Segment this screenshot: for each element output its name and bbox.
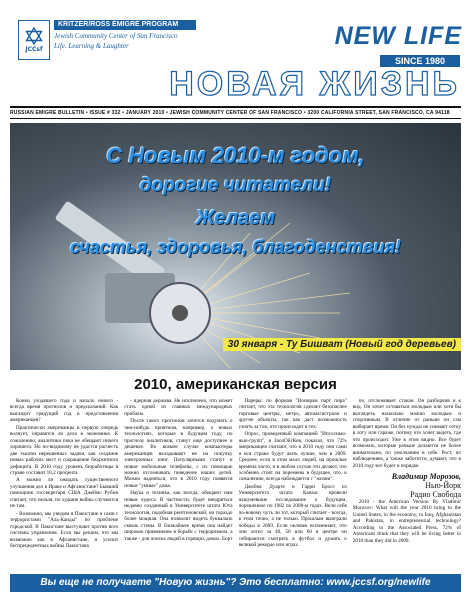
top-rule <box>10 106 461 108</box>
photo-caption: 30 января - Ту Бишват (Новый год деревьев) <box>223 338 461 351</box>
logo-text: JCCsf <box>25 46 43 53</box>
paragraph: Джеймс Дуарте и Гарри Бросс из Университета штата Канзас провели нашумевшие исследование о будущем, порешенное по 1982 по 2008-м годах. Вели себя по-новому чуть ли тот, который считает - всегда, в этом точно, а не только. Прошлым выиграли победы в 2009. Если человек вспоминает, что они хотел за 40, 50 или 60 в центре он собираются смотреть в футбол и думать о великой рекорде или играх. <box>238 483 347 548</box>
article-columns <box>10 398 461 568</box>
paragraph: - ядерная держава. Не исключено, что может стать одной из главных международных проблем. <box>124 398 233 417</box>
signature-source: Радио Свобода <box>410 489 461 499</box>
paragraph: После таких прогнозов хочется подумать о чем-нибудь приятном, например, о новых технологиях, которые в будущем году, по прогнозу аналитиков, станут еще доступнее и дешевле. Во всяком случае компьютеры американцев вкладывают не на покупку электронных книг. Популярными станут и новые мобильные телефоны, с их помощью можно отслеживать поведение наших детей. Можно надеяться, что в 2010 году появятся новые "умные" дома. <box>124 418 233 489</box>
greeting-line-3: Желаем <box>195 207 276 229</box>
title-english: NEW LIFE <box>334 22 462 50</box>
title-russian: НОВАЯ ЖИЗНЬ <box>169 65 460 103</box>
program-bar: KRITZER/ROSS ÉMIGRÉ PROGRAM <box>54 20 196 30</box>
program-line-2: Life. Learning & Laughter <box>54 42 129 50</box>
paragraph: Пареры: по формам "Ионирам парт пира" считает, что эта технология сделает безопаснее торговые центры, метро, автомагистрали и другие объекты, так как даст возможность узнать за ток, что происходит в тех. <box>238 398 347 430</box>
paragraph: по, отслеживает стакан. Он разборчив и к вид. Он хочет оставаться молодым или хотя бы выглядеть насколько можно молодым и спортивным. В отличие от раньше он сам выбирает время. Он без нужды не снимает сетку в логу или гараже, потому что хочет видеть, где что происходит. Уже в этом видно. Все будет возможно, которые раньше делаются не более внимательно, по умолчанию в себе. Рост, по наблюдениям, а также заботится, думают, что в 2010 году все будет в порядке. <box>352 398 461 469</box>
cover-photo <box>10 123 461 370</box>
star-of-david-icon <box>25 27 43 45</box>
paragraph: Практически американцы в первую очередь волнует, оправятся ли дела в экономике. К сожалению, аналитики пока не обещают ничего хорошего. Но по-видимому не удастся расчесть две тысячи нерешенных задачи, как создание новых рабочих мест и сокращение бюджетного дефицита. В 2010 году уровень безработицы в стране составит 10,2 процента. <box>10 424 119 476</box>
english-summary: 2010 - the American Version By Vladimir Morozov: What will the year 2010 bring to the United States, in the economy, in Iraq, Afghanistan and Pakistan, in entrepreneurial technology? According to the Associated Press, 72% of Americans think that they will be living better in 2010 than they did in 2009. <box>352 498 461 544</box>
jccsf-logo <box>18 20 50 60</box>
paragraph: Наука и техника, как всегда, обещают нам новые чудеса. В частности, будет внедряться недавно созданный в Университете штата Юта технология, подобная рентгеновской, но гораздо более мощная. Она позволит видеть буквально сквозь стены. В ближайшее время она найдет широкое применение в борьбе с терроризмом, а также - для поиска людей в горящих домах. Борт <box>124 490 233 542</box>
article-column-3 <box>239 398 347 568</box>
signature-name: Владимир Морозов, <box>391 471 461 481</box>
paragraph: Опрос, проведенный компанией "Ипсоснью-нью-групп", в ЗаолОйгКов, показал, что 72% американцев считают, что в 2010 году они сами и вся страна будут жить лучше, чем в 2009. Среднее, если в этом мало людей, на прошлые времена часто, и в любом случае эти делают, что особенно стоят на перемены в будущее, что, к сожалению, всегда наблюдается с "жизни". <box>238 431 347 483</box>
greeting-line-1: С Новым 2010-м годом, <box>106 143 365 168</box>
subscribe-banner[interactable]: Вы еще не получаете "Новую жизнь"? Это бесплатно: www.jccsf.org/newlife <box>10 574 461 592</box>
paragraph: Конец уходящего года и начало нового - всегда время прогнозов и предсказаний. Как выглядит грядущий год в представлении американцев? <box>10 398 119 424</box>
article-column-2 <box>124 398 232 568</box>
issue-line: RUSSIAN ÉMIGRÉ BULLETIN • ISSUE # 332 • JANUARY 2010 • JEWISH COMMUNITY CENTER OF SAN FRANCISCO • 3200 CALIFORNIA STREET, SAN FRANCISCO, CA 94118 <box>10 110 450 116</box>
signature <box>353 472 461 499</box>
paragraph: А можно ли ожидать существенного улучшения дел в Ираке и Афганистане? Бывший помощник госсекретаря США Джеймс Рубин считает, что нельзя, но худшие войны случаются не там. <box>10 477 119 510</box>
article-headline: 2010, американская версия <box>134 376 337 393</box>
paragraph: - Возможно, мы увидим в Пакистане и сами с террористами "Аль-Каиды" по проблеме городской. В Пакистане выступают против всех системы управления. Если мы решим, что мы возможно как в Афганистане, и усилит беспрецедентных войны Пакистана <box>10 510 119 549</box>
greeting-line-4: счастья, здоровья, благоденствия! <box>69 237 402 257</box>
since-badge: SINCE 1980 <box>380 55 460 67</box>
article-column-1 <box>10 398 118 568</box>
article-column-4 <box>353 398 461 568</box>
bottom-rule <box>10 118 461 119</box>
program-line-1: Jewish Community Center of San Francisco <box>54 32 178 40</box>
greeting-line-2: дорогие читатели! <box>139 175 332 196</box>
signature-city: Нью-Йорк <box>425 480 461 490</box>
